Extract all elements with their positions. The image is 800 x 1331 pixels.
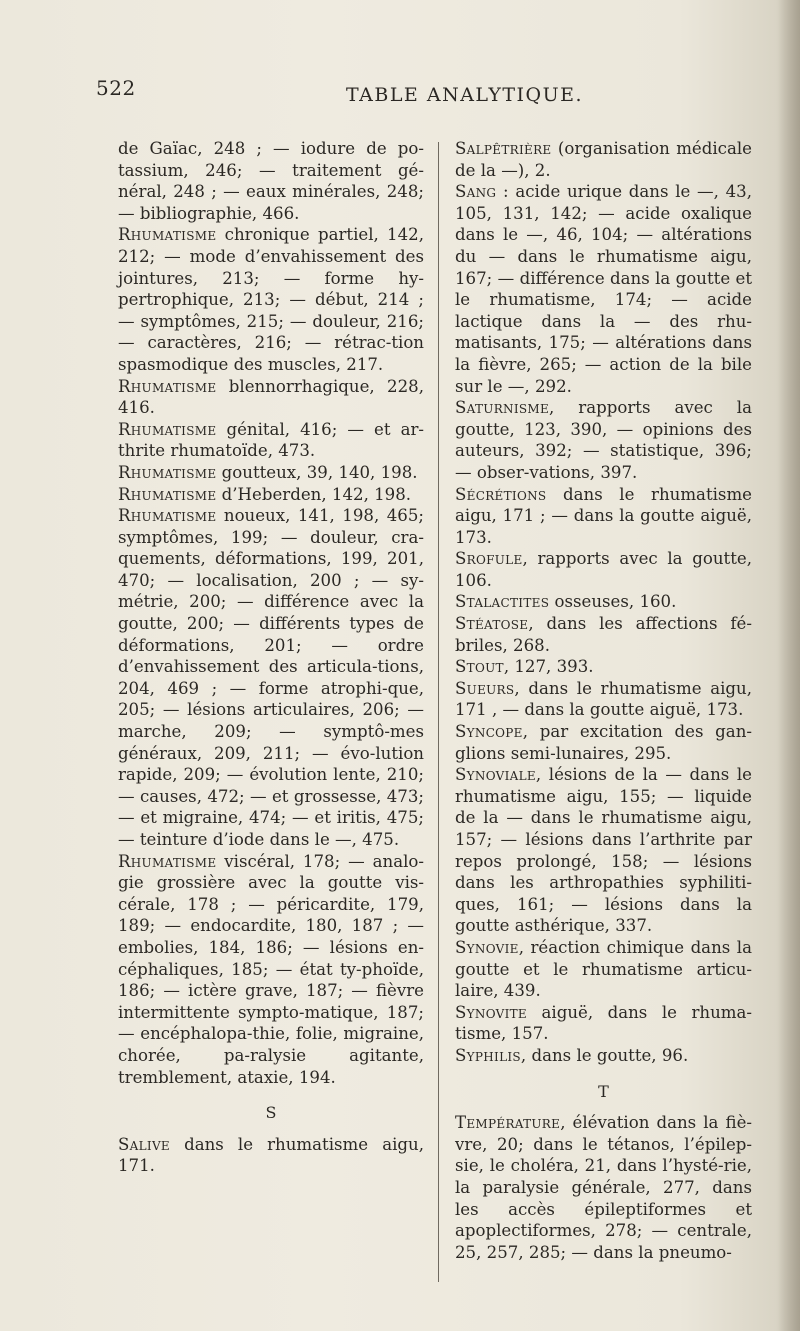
page-edge-shadow <box>778 0 800 1331</box>
index-entry <box>455 1002 752 1045</box>
entry-text: , dans les affections fé-briles, 268. <box>455 614 752 655</box>
entry-headword: Stout <box>455 657 504 677</box>
section-letter: T <box>598 1081 609 1101</box>
entry-text: , rapports avec la goutte, 106. <box>455 549 752 590</box>
entry-text: osseuses, 160. <box>549 592 677 612</box>
entry-headword: Rhumatisme <box>118 506 217 526</box>
entry-text: de Gaïac, 248 ; — iodure de po-tassium, 246; — traitement gé-néral, 248 ; — eaux minérales, 248; — bibliographie, 466. <box>118 139 424 223</box>
index-entry <box>455 1112 752 1263</box>
index-entry <box>118 224 424 375</box>
entry-headword: Rhumatisme <box>118 225 217 245</box>
entry-text: , 127, 393. <box>503 657 594 677</box>
entry-text: dans le rhumatisme aigu, 171 ; — dans la goutte aiguë, 173. <box>455 484 752 547</box>
entry-text: (organisation médicale de la —), 2. <box>455 139 752 180</box>
entry-text: génital, 416; — et ar-thrite rhumatoïde, 473. <box>118 419 424 461</box>
entry-text: viscéral, 178; — analo-gie grossière avec la goutte vis-cérale, 178 ; — péricardite, 179, 189; — endocardite, 180, 187 ; — embolies, 184, 186; — lésions en-céphaliques, 185; — état ty-phoïde, 186; — ictère grave, 187; — fièvre intermittente sympto-matique, 187; — encéphalopa-thie, folie, migraine, chorée, pa-ralysie agitante, tremblement, ataxie, 194. <box>118 851 424 1087</box>
index-entry <box>455 138 752 181</box>
index-column-right <box>455 138 752 1263</box>
index-entry <box>455 937 752 1002</box>
index-entry <box>118 505 424 851</box>
entry-headword: Stéatose <box>455 614 529 634</box>
index-entry <box>455 721 752 764</box>
index-entry <box>455 678 752 721</box>
entry-headword: Stalactites <box>455 592 550 612</box>
index-entry <box>455 548 752 591</box>
entry-headword: Synovite <box>455 1002 527 1022</box>
entry-headword: Rhumatisme <box>118 419 217 439</box>
entry-headword: Sueurs <box>455 678 515 698</box>
entry-headword: Sécrétions <box>455 484 547 504</box>
entry-headword: Srofule <box>455 549 523 569</box>
index-entry <box>118 1134 424 1177</box>
entry-text: , rapports avec la goutte, 123, 390, — opinions des auteurs, 392; — statistique, 396; — obser-vations, 397. <box>455 398 752 482</box>
entry-headword: Syphilis <box>455 1045 521 1065</box>
index-entry <box>118 419 424 462</box>
entry-text: , dans le goutte, 96. <box>520 1045 689 1065</box>
page-number: 522 <box>96 76 136 100</box>
index-entry <box>455 656 752 678</box>
entry-text: , par excitation des gan-glions semi-lunaires, 295. <box>455 722 752 763</box>
index-entry <box>118 851 424 1089</box>
entry-headword: Syncope <box>455 722 523 742</box>
entry-headword: Salpêtrière <box>455 139 552 158</box>
entry-text: blennorrhagique, 228, 416. <box>118 376 424 418</box>
index-entry <box>455 764 752 937</box>
entry-text: , élévation dans la fiè-vre, 20; dans le tétanos, l’épilep-sie, le choléra, 21, dans l’hysté-rie, la paralysie générale, 277, dans les accès épileptiformes et apoplectiformes, 278; — centrale, 25, 257, 285; — dans la pneumo- <box>455 1113 752 1262</box>
entry-headword: Rhumatisme <box>118 462 217 482</box>
section-letter: S <box>265 1103 277 1123</box>
entry-text: aiguë, dans le rhuma-tisme, 157. <box>455 1002 752 1044</box>
index-entry <box>455 613 752 656</box>
index-entry <box>118 462 424 484</box>
entry-text: goutteux, 39, 140, 198. <box>216 462 418 482</box>
index-entry <box>455 1045 752 1067</box>
index-entry <box>455 591 752 613</box>
entry-text: chronique partiel, 142, 212; — mode d’envahissement des jointures, 213; — forme hy-pertrophique, 213; — début, 214 ; — symptômes, 215; — douleur, 216; — caractères, 216; — rétrac-tion spasmodique des muscles, 217. <box>118 225 424 374</box>
entry-headword: Saturnisme <box>455 398 550 418</box>
entry-headword: Température <box>455 1113 561 1133</box>
entry-headword: Synovie <box>455 937 519 957</box>
entry-headword: Synoviale <box>455 765 536 785</box>
entry-headword: Sang <box>455 182 497 202</box>
entry-headword: Rhumatisme <box>118 484 217 504</box>
entry-headword: Salive <box>118 1134 170 1154</box>
index-entry <box>455 181 752 397</box>
index-entry <box>118 138 424 224</box>
entry-headword: Rhumatisme <box>118 851 217 871</box>
entry-text: , lésions de la — dans le rhumatisme aigu, 155; — liquide de la — dans le rhumatisme aigu, 157; — lésions dans l’arthrite par repos prolongé, 158; — lésions dans les arthropathies syphiliti-ques, 161; — lésions dans la goutte asthérique, 337. <box>455 765 752 936</box>
entry-text: , réaction chimique dans la goutte et le rhumatisme articu-laire, 439. <box>455 937 752 1001</box>
entry-headword: Rhumatisme <box>118 376 217 396</box>
index-entry <box>455 484 752 549</box>
index-entry <box>455 397 752 483</box>
entry-text: d’Heberden, 142, 198. <box>216 484 412 504</box>
entry-text: noueux, 141, 198, 465; symptômes, 199; — douleur, cra-quements, déformations, 199, 201, 470; — localisation, 200 ; — sy-métrie, 200; — différence avec la goutte, 200; — différents types de déformations, 201; — ordre d’envahissement des articula-tions, 204, 469 ; — forme atrophi-que, 205; — lésions articulaires, 206; — marche, 209; — symptô-mes généraux, 209, 211; — évo-lution rapide, 209; — évolution lente, 210; — causes, 472; — et grossesse, 473; — et migraine, 474; — et iritis, 475; — teinture d’iode dans le —, 475. <box>118 506 424 849</box>
entry-text: , dans le rhumatisme aigu, 171 , — dans la goutte aiguë, 173. <box>455 678 752 720</box>
index-entry <box>118 484 424 506</box>
index-entry <box>118 376 424 419</box>
column-divider <box>438 142 439 1282</box>
running-title: TABLE ANALYTIQUE. <box>346 84 584 106</box>
index-column-left <box>118 138 424 1177</box>
entry-text: : acide urique dans le —, 43, 105, 131, 142; — acide oxalique dans le —, 46, 104; — altérations du — dans le rhumatisme aigu, 167; — différence dans la goutte et le rhumatisme, 174; — acide lactique dans la — des rhu-matisants, 175; — altérations dans la fièvre, 265; — action de la bile sur le —, 292. <box>455 182 752 396</box>
entry-text: dans le rhumatisme aigu, 171. <box>118 1134 424 1176</box>
